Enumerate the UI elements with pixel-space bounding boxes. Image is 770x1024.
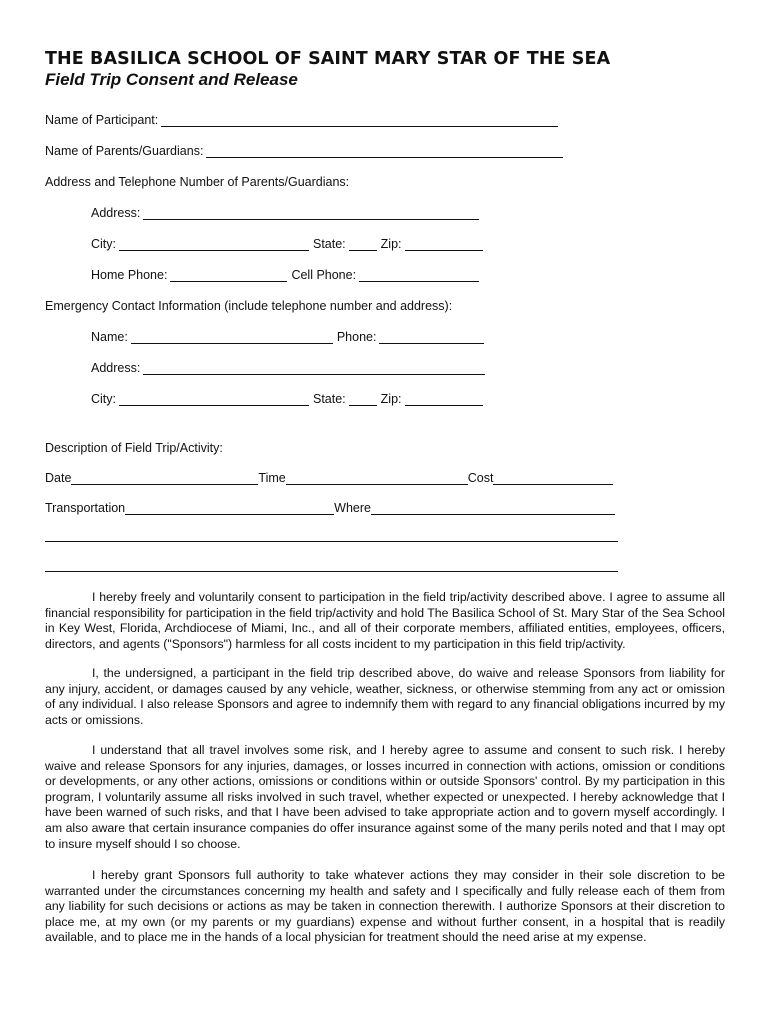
school-name: THE BASILICA SCHOOL OF SAINT MARY STAR OF THE SEA xyxy=(45,49,611,69)
parents-name-row xyxy=(45,142,563,158)
emergency-name-field[interactable] xyxy=(131,331,333,344)
where-label: Where xyxy=(334,501,371,515)
home-phone-label: Home Phone: xyxy=(91,268,168,282)
emergency-state-label: State: xyxy=(313,392,346,406)
waiver-paragraph: I, the undersigned, a participant in the field trip described above, do waive and release Sponsors from liability for any injury, accident, or damages caused by any vehicle, weather, sickness, or otherwise stemming from any act or omission of any individual. I also release Sponsors and agree to indemnify them with regard to any financial obligations incurred by my acts or omissions. xyxy=(45,666,725,727)
trip-date-field[interactable] xyxy=(71,472,258,485)
parents-name-label: Name of Parents/Guardians: xyxy=(45,144,204,158)
parents-name-field[interactable] xyxy=(206,145,563,158)
parents-city-label: City: xyxy=(91,237,116,251)
trip-date-time-cost-row xyxy=(45,469,613,485)
participant-name-field[interactable] xyxy=(161,114,558,127)
parents-address-label: Address: xyxy=(91,206,141,220)
parents-contact-heading-text: Address and Telephone Number of Parents/Guardians: xyxy=(45,175,350,189)
trip-cost-field[interactable] xyxy=(493,472,613,485)
trip-description-heading xyxy=(45,439,223,455)
parents-zip-label: Zip: xyxy=(380,237,402,251)
emergency-name-row xyxy=(91,328,484,344)
form-title: Field Trip Consent and Release xyxy=(45,70,298,89)
parents-phone-row xyxy=(91,266,479,282)
cell-phone-label: Cell Phone: xyxy=(291,268,357,282)
participant-name-label: Name of Participant: xyxy=(45,113,159,127)
trip-description-line-2[interactable] xyxy=(45,571,618,572)
medical-authority-paragraph: I hereby grant Sponsors full authority to take whatever actions they may consider in their sole discretion to be warranted under the circumstances concerning my health and safety and I specifically and fully release each of them from any liability for such decisions or actions as may be taken in connection therewith. I authorize Sponsors at their discretion to place me, at my own (or my parents or my guardians) expense and without further consent, in a hospital that is readily available, and to place me in the hands of a local physician for treatment should the need arise at my expense. xyxy=(45,868,725,945)
cell-phone-field[interactable] xyxy=(359,269,479,282)
parents-city-row xyxy=(91,235,483,251)
trip-description-label: Description of Field Trip/Activity: xyxy=(45,441,223,455)
travel-risk-paragraph: I understand that all travel involves some risk, and I hereby agree to assume and consent to such risk. I hereby waive and release Sponsors for any injuries, damages, or losses incurred in connection with actions, omission or conditions or developments, or any other actions, omissions or conditions within or outside Sponsors' control. By my participation in this program, I voluntarily assume all risks involved in such travel, whether expected or unexpected. I hereby acknowledge that I have been warned of such risks, and that I have been advised to take appropriate action and to govern myself accordingly. I am also aware that certain insurance companies do offer insurance against some of the many perils noted and that I may opt to insure myself should I so choose. xyxy=(45,743,725,851)
parents-zip-field[interactable] xyxy=(405,238,483,251)
parents-city-field[interactable] xyxy=(119,238,309,251)
emergency-heading-text: Emergency Contact Information (include telephone number and address): xyxy=(45,299,453,313)
emergency-city-label: City: xyxy=(91,392,116,406)
parents-contact-heading xyxy=(45,173,349,189)
where-field[interactable] xyxy=(371,502,615,515)
parents-address-field[interactable] xyxy=(143,207,479,220)
home-phone-field[interactable] xyxy=(170,269,287,282)
transportation-label: Transportation xyxy=(45,501,126,515)
emergency-heading xyxy=(45,297,452,313)
emergency-address-row xyxy=(91,359,485,375)
emergency-phone-field[interactable] xyxy=(379,331,484,344)
emergency-city-row xyxy=(91,390,483,406)
emergency-address-label: Address: xyxy=(91,361,141,375)
emergency-zip-field[interactable] xyxy=(405,393,483,406)
emergency-zip-label: Zip: xyxy=(380,392,402,406)
consent-paragraph: I hereby freely and voluntarily consent to participation in the field trip/activity described above. I agree to assume all financial responsibility for participation in the field trip/activity and hold The Basilica School of St. Mary Star of the Sea School in Key West, Florida, Archdiocese of Miami, Inc., and all of their corporate members, affiliated entities, employees, officers, directors, and agents ("Sponsors") harmless for all costs incident to my participation in this field trip/activity. xyxy=(45,590,725,651)
emergency-city-field[interactable] xyxy=(119,393,309,406)
trip-time-label: Time xyxy=(258,471,286,485)
participant-name-row xyxy=(45,111,558,127)
trip-time-field[interactable] xyxy=(286,472,468,485)
emergency-phone-label: Phone: xyxy=(336,330,377,344)
trip-cost-label: Cost xyxy=(467,471,494,485)
emergency-address-field[interactable] xyxy=(143,362,485,375)
trip-date-label: Date xyxy=(45,471,72,485)
emergency-name-label: Name: xyxy=(91,330,128,344)
parents-state-field[interactable] xyxy=(349,238,377,251)
parents-address-row xyxy=(91,204,479,220)
trip-transport-where-row xyxy=(45,499,615,515)
transportation-field[interactable] xyxy=(125,502,334,515)
trip-description-line-1[interactable] xyxy=(45,541,618,542)
emergency-state-field[interactable] xyxy=(349,393,377,406)
parents-state-label: State: xyxy=(313,237,346,251)
